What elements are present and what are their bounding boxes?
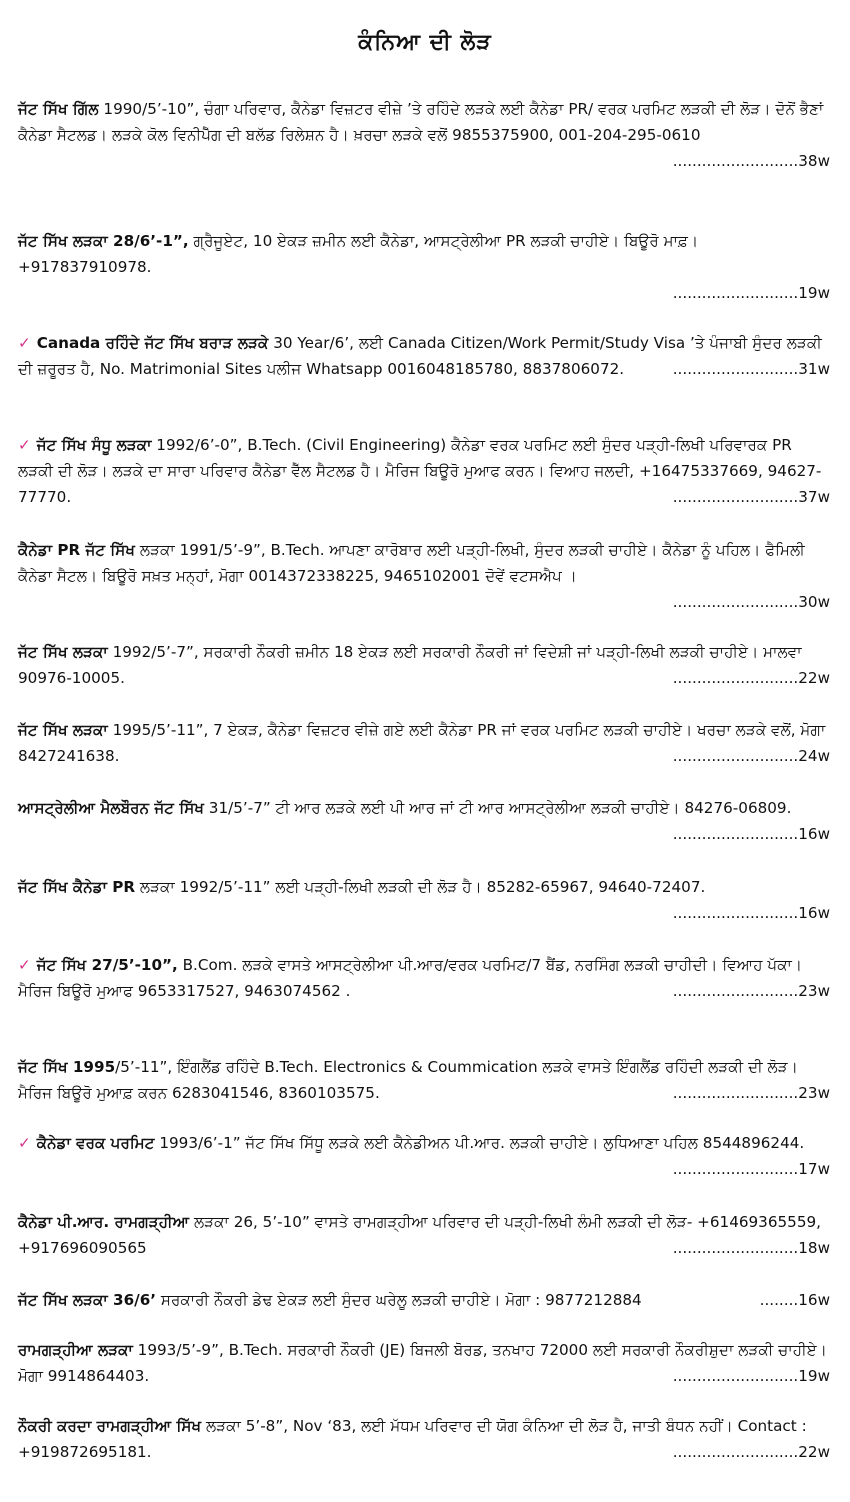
ad-code: ..........................24w xyxy=(672,747,830,765)
ad-2 xyxy=(18,228,830,306)
ad-lead: ਜੱਟ ਸਿੱਖ ਗਿੱਲ xyxy=(18,100,99,118)
ad-lead: ਕੈਨੇਡਾ ਪੀ.ਆਰ. ਰਾਮਗੜ੍ਹੀਆ xyxy=(18,1213,190,1231)
ad-body: ਸਰਕਾਰੀ ਨੌਕਰੀ ਡੇਢ ਏਕੜ ਲਈ ਸੁੰਦਰ ਘਰੇਲੂ ਲੜਕੀ ਚਾਹੀਏ। ਮੋਗਾ : 9877212884 xyxy=(156,1291,642,1309)
ad-code: ..........................23w xyxy=(672,1084,830,1102)
ad-lead: ਕੈਨੇਡਾ PR ਜੱਟ ਸਿੱਖ xyxy=(18,541,136,559)
ad-lead: ਜੱਟ ਸਿੱਖ 27/5’-10”, xyxy=(36,956,178,974)
ad-code: ..........................22w xyxy=(672,669,830,687)
ad-code: ..........................30w xyxy=(672,593,830,611)
ad-body: ਲੜਕਾ 1992/5’-11” ਲਈ ਪੜ੍ਹੀ-ਲਿਖੀ ਲੜਕੀ ਦੀ ਲੋੜ ਹੈ। 85282-65967, 94640-72407. xyxy=(135,878,706,896)
ad-body: ਲੜਕਾ 1991/5’-9”, B.Tech. ਆਪਣਾ ਕਾਰੋਬਾਰ ਲਈ ਪੜ੍ਹੀ-ਲਿਖੀ, ਸੁੰਦਰ ਲੜਕੀ ਚਾਹੀਏ। ਕੈਨੇਡਾ ਨੂੰ ਪਹਿਲ। ਫੈਮਿਲੀ ਕੈਨੇਡਾ ਸੈਟਲ। ਬਿਊਰੋ ਸਖ਼ਤ ਮਨ੍ਹਾਂ, ਮੋਗਾ 0014372338225, 9465102001 ਦੋਵੇਂ ਵਟਸਐਪ । xyxy=(18,541,805,585)
ad-15 xyxy=(18,1337,830,1389)
ad-body: 1992/5’-7”, ਸਰਕਾਰੀ ਨੌਕਰੀ ਜ਼ਮੀਨ 18 ਏਕੜ ਲਈ ਸਰਕਾਰੀ ਨੌਕਰੀ ਜਾਂ ਵਿਦੇਸ਼ੀ ਜਾਂ ਪੜ੍ਹੀ-ਲਿਖੀ ਲੜਕੀ ਚਾਹੀਏ। ਮਾਲਵਾ 90976-10005. xyxy=(18,643,802,687)
ad-lead: ਜੱਟ ਸਿੱਖ 1995 xyxy=(18,1058,116,1076)
checkmark-icon: ✓ xyxy=(18,1134,31,1152)
ad-lead: ਜੱਟ ਸਿੱਖ ਕੈਨੇਡਾ PR xyxy=(18,878,136,896)
ad-code: ..........................16w xyxy=(672,904,830,922)
ad-3 xyxy=(18,330,830,382)
ad-body: 1990/5’-10”, ਚੰਗਾ ਪਰਿਵਾਰ, ਕੈਨੇਡਾ ਵਿਜ਼ਟਰ ਵੀਜ਼ੇ ’ਤੇ ਰਹਿੰਦੇ ਲੜਕੇ ਲਈ ਕੈਨੇਡਾ PR/ ਵਰਕ ਪਰਮਿਟ ਲੜਕੀ ਦੀ ਲੋੜ। ਦੋਨੋਂ ਭੈਣਾਂ ਕੈਨੇਡਾ ਸੈਟਲਡ। ਲੜਕੇ ਕੋਲ ਵਿਨੀਪੈੱਗ ਦੀ ਬਲੱਡ ਰਿਲੇਸ਼ਨ ਹੈ। ਖ਼ਰਚਾ ਲੜਕੇ ਵਲੋਂ 9855375900, 001-204-295-0610 xyxy=(18,100,824,144)
ad-8 xyxy=(18,795,830,847)
ad-13 xyxy=(18,1209,830,1261)
ad-body: 1993/6’-1” ਜੱਟ ਸਿੱਖ ਸਿੱਧੂ ਲੜਕੇ ਲਈ ਕੈਨੇਡੀਅਨ ਪੀ.ਆਰ. ਲੜਕੀ ਚਾਹੀਏ। ਲੁਧਿਆਣਾ ਪਹਿਲ 8544896244. xyxy=(154,1134,805,1152)
ad-4 xyxy=(18,432,830,510)
ad-body: ਲੜਕਾ 5’-8”, Nov ‘83, ਲਈ ਮੱਧਮ ਪਰਿਵਾਰ ਦੀ ਯੋਗ ਕੰਨਿਆ ਦੀ ਲੋੜ ਹੈ, ਜਾਤੀ ਬੰਧਨ ਨਹੀਂ। Contact : +919872695181. xyxy=(18,1417,807,1461)
ad-body: 30 Year/6’, ਲਈ Canada Citizen/Work Permit/Study Visa ’ਤੇ ਪੰਜਾਬੀ ਸੁੰਦਰ ਲੜਕੀ ਦੀ ਜ਼ਰੂਰਤ ਹੈ, No. Matrimonial Sites ਪਲੀਜ Whatsapp 0016048185780, 8837806072. xyxy=(18,334,822,378)
ad-code: ..........................19w xyxy=(672,284,830,302)
ad-code: ..........................31w xyxy=(672,360,830,378)
ad-lead: ਕੈਨੇਡਾ ਵਰਕ ਪਰਮਿਟ xyxy=(36,1134,155,1152)
ad-code: ..........................16w xyxy=(672,825,830,843)
ad-7 xyxy=(18,717,830,769)
ad-lead: Canada ਰਹਿੰਦੇ ਜੱਟ ਸਿੱਖ ਬਰਾੜ ਲੜਕੇ xyxy=(36,334,269,352)
ad-code: ..........................38w xyxy=(672,152,830,170)
ad-body: B.Com. ਲੜਕੇ ਵਾਸਤੇ ਆਸਟ੍ਰੇਲੀਆ ਪੀ.ਆਰ/ਵਰਕ ਪਰਮਿਟ/7 ਬੈਂਡ, ਨਰਸਿੰਗ ਲੜਕੀ ਚਾਹੀਦੀ। ਵਿਆਹ ਪੱਕਾ। ਮੈਰਿਜ ਬਿਊਰੋ ਮੁਆਫ 9653317527, 9463074562 . xyxy=(18,956,803,1000)
ad-10 xyxy=(18,952,830,1004)
ad-14 xyxy=(18,1287,830,1313)
ad-12 xyxy=(18,1130,830,1182)
ad-11 xyxy=(18,1054,830,1106)
ad-body: 1995/5’-11”, 7 ਏਕੜ, ਕੈਨੇਡਾ ਵਿਜ਼ਟਰ ਵੀਜ਼ੇ ਗਏ ਲਈ ਕੈਨੇਡਾ PR ਜਾਂ ਵਰਕ ਪਰਮਿਟ ਲੜਕੀ ਚਾਹੀਏ। ਖਰਚਾ ਲੜਕੇ ਵਲੋਂ, ਮੋਗਾ 8427241638. xyxy=(18,721,826,765)
checkmark-icon: ✓ xyxy=(18,956,31,974)
ad-5 xyxy=(18,537,830,615)
ad-16 xyxy=(18,1413,830,1465)
ad-body: 1992/6’-0”, B.Tech. (Civil Engineering) ਕੈਨੇਡਾ ਵਰਕ ਪਰਮਿਟ ਲਈ ਸੁੰਦਰ ਪੜ੍ਹੀ-ਲਿਖੀ ਪਰਿਵਾਰਕ PR ਲੜਕੀ ਦੀ ਲੋੜ। ਲੜਕੇ ਦਾ ਸਾਰਾ ਪਰਿਵਾਰ ਕੈਨੇਡਾ ਵੈੱਲ ਸੈਟਲਡ ਹੈ। ਮੈਰਿਜ ਬਿਊਰੋ ਮੁਆਫ ਕਰਨ। ਵਿਆਹ ਜਲਦੀ, +16475337669, 94627-77770. xyxy=(18,436,822,506)
ad-lead: ਜੱਟ ਸਿੱਖ ਲੜਕਾ xyxy=(18,721,108,739)
ad-code: ..........................18w xyxy=(672,1239,830,1257)
ad-9 xyxy=(18,874,830,926)
ad-lead: ਰਾਮਗੜ੍ਹੀਆ ਲੜਕਾ xyxy=(18,1341,133,1359)
checkmark-icon: ✓ xyxy=(18,436,31,454)
ad-lead: ਜੱਟ ਸਿੱਖ ਲੜਕਾ 28/6’-1”, xyxy=(18,232,189,250)
ad-body: 31/5’-7” ਟੀ ਆਰ ਲੜਕੇ ਲਈ ਪੀ ਆਰ ਜਾਂ ਟੀ ਆਰ ਆਸਟ੍ਰੇਲੀਆ ਲੜਕੀ ਚਾਹੀਏ। 84276-06809. xyxy=(203,799,792,817)
ad-lead: ਨੌਕਰੀ ਕਰਦਾ ਰਾਮਗੜ੍ਹੀਆ ਸਿੱਖ xyxy=(18,1417,202,1435)
ad-body: /5’-11”, ਇੰਗਲੈਂਡ ਰਹਿੰਦੇ B.Tech. Electronics & Coummication ਲੜਕੇ ਵਾਸਤੇ ਇੰਗਲੈਂਡ ਰਹਿੰਦੀ ਲੜਕੀ ਦੀ ਲੋੜ। ਮੈਰਿਜ ਬਿਊਰੋ ਮੁਆਫ਼ ਕਰਨ 6283041546, 8360103575. xyxy=(18,1058,798,1102)
checkmark-icon: ✓ xyxy=(18,334,31,352)
ad-6 xyxy=(18,639,830,691)
ad-lead: ਜੱਟ ਸਿੱਖ ਸੰਧੂ ਲੜਕਾ xyxy=(36,436,152,454)
ad-lead: ਜੱਟ ਸਿੱਖ ਲੜਕਾ xyxy=(18,643,108,661)
ad-lead: ਜੱਟ ਸਿੱਖ ਲੜਕਾ 36/6’ xyxy=(18,1291,157,1309)
ad-body: 1993/5’-9”, B.Tech. ਸਰਕਾਰੀ ਨੌਕਰੀ (JE) ਬਿਜਲੀ ਬੋਰਡ, ਤਨਖਾਹ 72000 ਲਈ ਸਰਕਾਰੀ ਨੌਕਰੀਸ਼ੁਦਾ ਲੜਕੀ ਚਾਹੀਏ। ਮੋਗਾ 9914864403. xyxy=(18,1341,827,1385)
ad-1 xyxy=(18,96,830,174)
ad-body: ਗ੍ਰੈਜੂਏਟ, 10 ਏਕੜ ਜ਼ਮੀਨ ਲਈ ਕੈਨੇਡਾ, ਆਸਟ੍ਰੇਲੀਆ PR ਲੜਕੀ ਚਾਹੀਏ। ਬਿਊਰੋ ਮਾਫ਼। +917837910978. xyxy=(18,232,699,276)
ad-code: ..........................17w xyxy=(672,1160,830,1178)
ad-code: ..........................19w xyxy=(672,1367,830,1385)
ad-code: ..........................23w xyxy=(672,982,830,1000)
ad-body: ਲੜਕਾ 26, 5’-10” ਵਾਸਤੇ ਰਾਮਗੜ੍ਹੀਆ ਪਰਿਵਾਰ ਦੀ ਪੜ੍ਹੀ-ਲਿਖੀ ਲੰਮੀ ਲੜਕੀ ਦੀ ਲੋੜ- +61469365559, +917696090565 xyxy=(18,1213,821,1257)
ad-code: ..........................22w xyxy=(672,1443,830,1461)
ad-code: ..........................37w xyxy=(672,488,830,506)
page-title: ਕੰਨਿਆ ਦੀ ਲੋੜ xyxy=(358,30,492,55)
ad-lead: ਆਸਟ੍ਰੇਲੀਆ ਮੈਲਬੌਰਨ ਜੱਟ ਸਿੱਖ xyxy=(18,799,204,817)
ad-code: ........16w xyxy=(759,1291,830,1309)
